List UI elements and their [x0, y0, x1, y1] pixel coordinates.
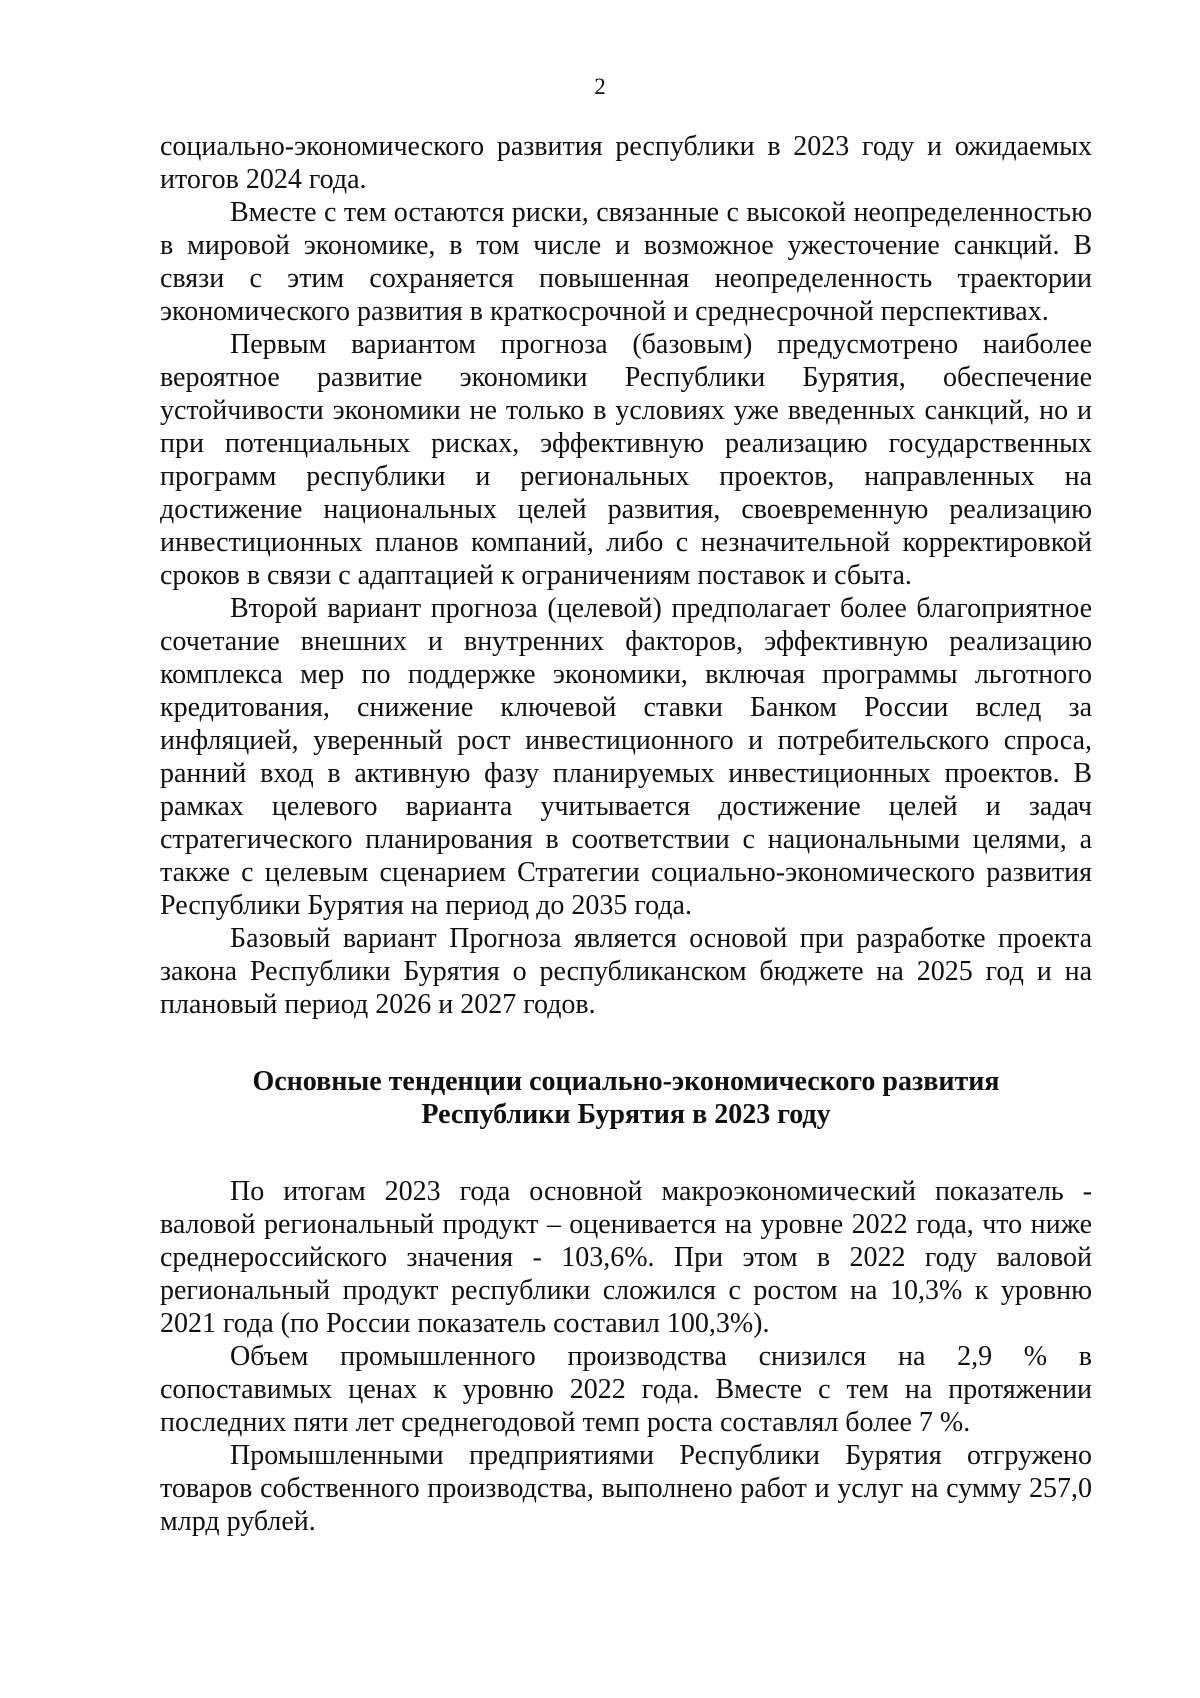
document-body — [160, 130, 1092, 1538]
paragraph: Вместе с тем остаются риски, связанные с высокой неопределенностью в мировой экономике, в том числе и возможное ужесточение санкций. В связи с этим сохраняется повышенная неопределенность траектории экономического развития в краткосрочной и среднесрочной перспективах. — [160, 197, 1092, 327]
section-heading — [160, 1065, 1092, 1131]
paragraph: Промышленными предприятиями Республики Бурятия отгружено товаров собственного производства, выполнено работ и услуг на сумму 257,0 млрд рублей. — [160, 1440, 1092, 1537]
page-number: 2 — [594, 74, 606, 99]
paragraph: По итогам 2023 года основной макроэкономический показатель - валовой региональный продукт – оценивается на уровне 2022 года, что ниже среднероссийского значения - 103,6%. При этом в 2022 году валовой региональный продукт республики сложился с ростом на 10,3% к уровню 2021 года (по России показатель составил 100,3%). — [160, 1176, 1092, 1339]
section-heading-line: Республики Бурятия в 2023 году — [421, 1099, 831, 1130]
paragraph: Объем промышленного производства снизился на 2,9 % в сопоставимых ценах к уровню 2022 года. Вместе с тем на протяжении последних пяти лет среднегодовой темп роста составлял более 7 %. — [160, 1341, 1092, 1438]
paragraph: Второй вариант прогноза (целевой) предполагает более благоприятное сочетание внешних и внутренних факторов, эффективную реализацию комплекса мер по поддержке экономики, включая программы льготного кредитования, снижение ключевой ставки Банком России вслед за инфляцией, уверенный рост инвестиционного и потребительского спроса, ранний вход в активную фазу планируемых инвестиционных проектов. В рамках целевого варианта учитывается достижение целей и задач стратегического планирования в соответствии с национальными целями, а также с целевым сценарием Стратегии социально-экономического развития Республики Бурятия на период до 2035 года. — [160, 593, 1092, 921]
section-heading-line: Основные тенденции социально-экономического развития — [252, 1066, 1000, 1097]
paragraph: Первым вариантом прогноза (базовым) предусмотрено наиболее вероятное развитие экономики Республики Бурятия, обеспечение устойчивости экономики не только в условиях уже введенных санкций, но и при потенциальных рисках, эффективную реализацию государственных программ республики и региональных проектов, направленных на достижение национальных целей развития, своевременную реализацию инвестиционных планов компаний, либо с незначительной корректировкой сроков в связи с адаптацией к ограничениям поставок и сбыта. — [160, 329, 1092, 591]
paragraph: Базовый вариант Прогноза является основой при разработке проекта закона Республики Бурятия о республиканском бюджете на 2025 год и на плановый период 2026 и 2027 годов. — [160, 923, 1092, 1020]
paragraph: социально-экономического развития республики в 2023 году и ожидаемых итогов 2024 года. — [160, 131, 1092, 195]
